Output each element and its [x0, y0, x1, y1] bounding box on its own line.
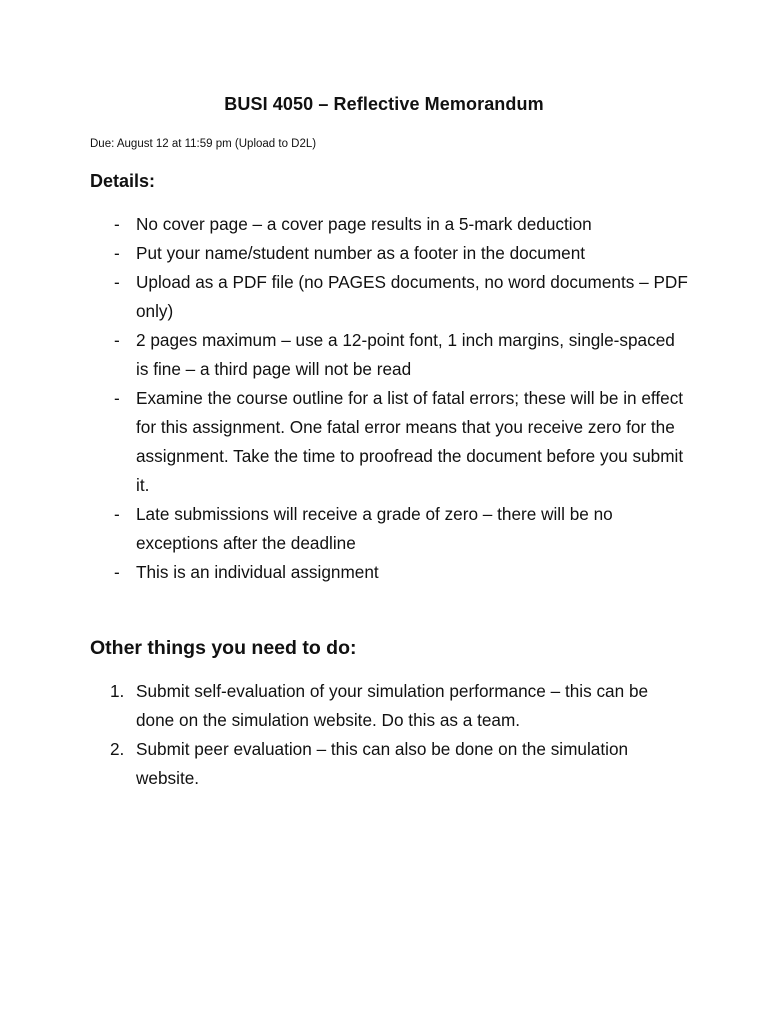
list-item-text: Submit peer evaluation – this can also be done on the simulation website. — [136, 739, 629, 788]
list-item — [90, 239, 690, 268]
list-item-text: No cover page – a cover page results in a 5-mark deduction — [136, 214, 592, 234]
other-tasks-heading: Other things you need to do: — [90, 637, 357, 659]
document-title: BUSI 4050 – Reflective Memorandum — [224, 94, 544, 114]
bullet-marker: - — [114, 330, 120, 350]
bullet-marker: - — [114, 388, 120, 408]
list-item — [90, 326, 690, 384]
list-number: 1. — [110, 681, 125, 701]
list-item — [90, 558, 690, 587]
details-heading: Details: — [90, 171, 156, 191]
list-item — [90, 268, 690, 326]
bullet-marker: - — [114, 562, 120, 582]
list-item — [90, 735, 690, 793]
list-item-text: Upload as a PDF file (no PAGES documents, no word documents – PDF only) — [136, 272, 688, 321]
bullet-marker: - — [114, 214, 120, 234]
list-item-text: This is an individual assignment — [136, 562, 379, 582]
list-item — [90, 210, 690, 239]
bullet-marker: - — [114, 504, 120, 524]
bullet-marker: - — [114, 272, 120, 292]
list-item-text: Examine the course outline for a list of fatal errors; these will be in effect for this assignment. One fatal error means that you receive zero for the assignment. Take the time to proofread the document before you submit it. — [136, 388, 684, 495]
list-item-text: 2 pages maximum – use a 12-point font, 1 inch margins, single-spaced is fine – a third page will not be read — [136, 330, 675, 379]
details-list — [90, 210, 690, 587]
list-item — [90, 500, 690, 558]
bullet-marker: - — [114, 243, 120, 263]
list-item-text: Late submissions will receive a grade of zero – there will be no exceptions after the deadline — [136, 504, 613, 553]
list-item — [90, 677, 690, 735]
list-number: 2. — [110, 739, 125, 759]
due-date: Due: August 12 at 11:59 pm (Upload to D2L) — [90, 138, 317, 150]
list-item-text: Submit self-evaluation of your simulation performance – this can be done on the simulation website. Do this as a team. — [136, 681, 649, 730]
list-item — [90, 384, 690, 500]
other-tasks-list — [90, 677, 690, 793]
list-item-text: Put your name/student number as a footer in the document — [136, 243, 586, 263]
